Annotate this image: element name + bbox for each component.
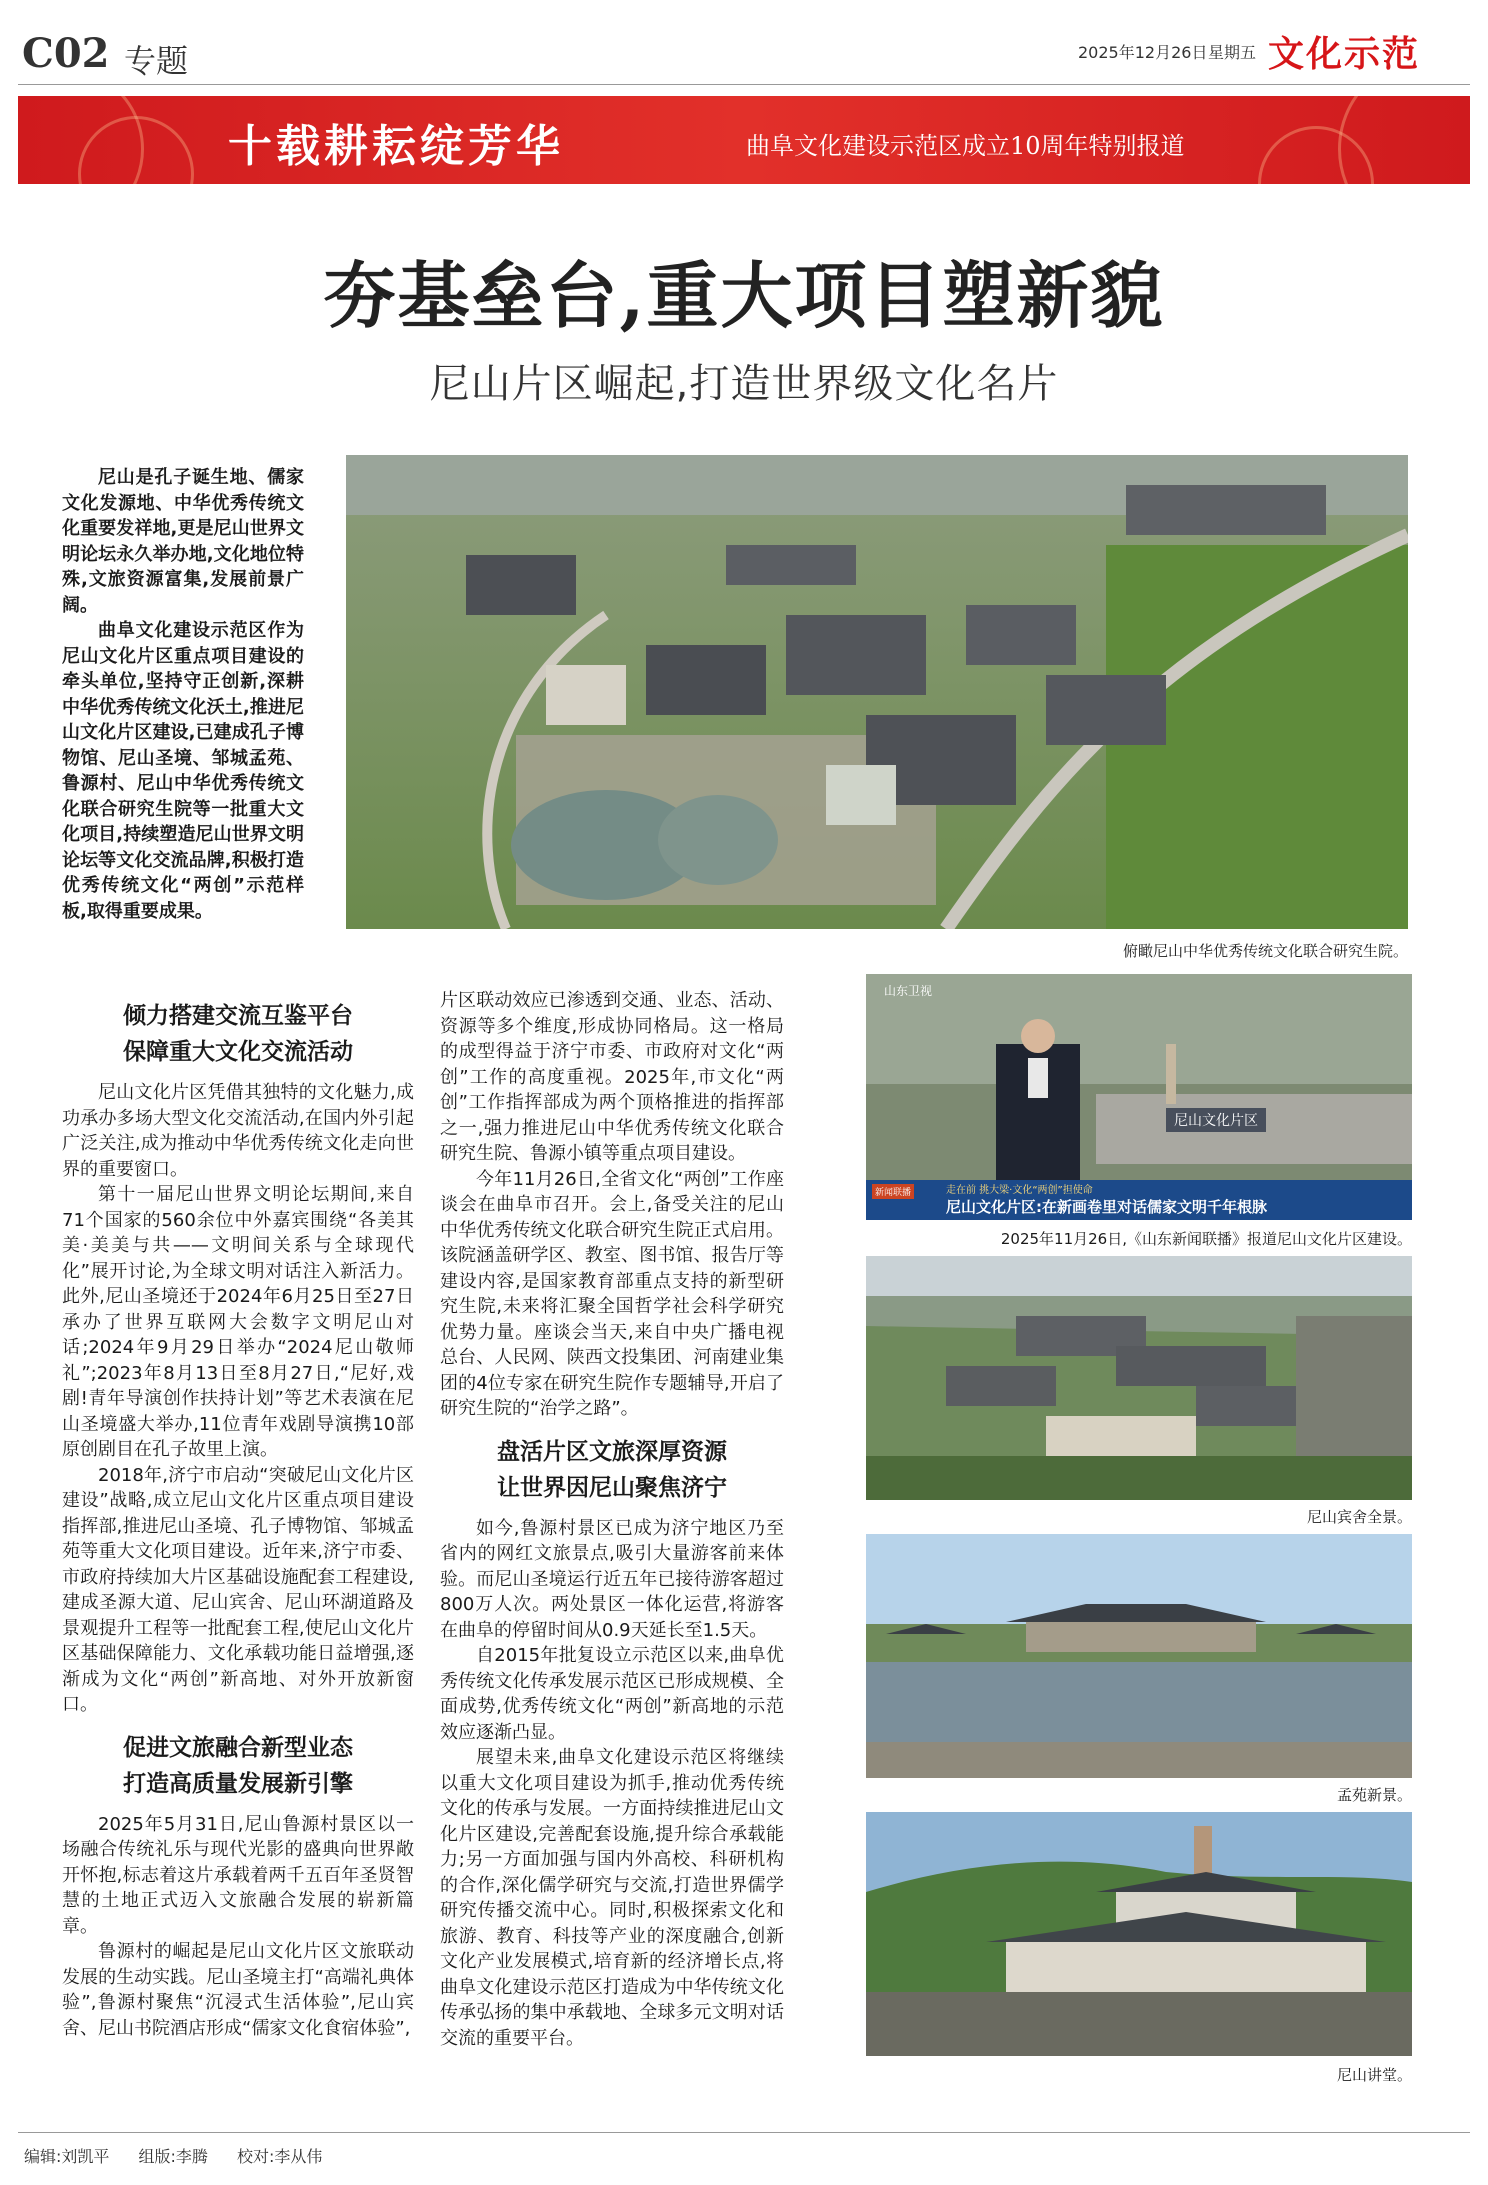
mengyuan-photo-caption: 孟苑新景。 bbox=[1336, 1786, 1412, 1804]
column-2 bbox=[440, 988, 784, 2051]
nishan-hall-photo bbox=[866, 1812, 1412, 2056]
article-title: 夯基垒台,重大项目塑新貌 bbox=[323, 253, 1165, 338]
mengyuan-photo bbox=[866, 1534, 1412, 1778]
lead-paragraph: 曲阜文化建设示范区作为尼山文化片区重点项目建设的牵头单位,坚持守正创新,深耕中华优秀传统文化沃土,推进尼山文化片区建设,已建成孔子博物馆、尼山圣境、邹城孟苑、鲁源村、尼山中华优秀传统文化联合研究生院等一批重大文化项目,持续塑造尼山世界文明论坛等文化交流品牌,积极打造优秀传统文化“两创”示范样板,取得重要成果。 bbox=[62, 620, 304, 922]
tv-news-screenshot bbox=[866, 974, 1412, 1220]
main-photo-caption: 俯瞰尼山中华优秀传统文化联合研究生院。 bbox=[1122, 942, 1408, 960]
section-heading bbox=[440, 1434, 784, 1506]
section-heading-line: 盘活片区文旅深厚资源 bbox=[497, 1437, 727, 1465]
hotel-photo-caption: 尼山宾舍全景。 bbox=[1306, 1508, 1412, 1526]
banner-title: 十载耕耘绽芳华 bbox=[228, 121, 564, 172]
body-paragraph: 2025年5月31日,尼山鲁源村景区以一场融合传统礼乐与现代光影的盛典向世界敞开怀抱,标志着这片承载着两千五百年圣贤智慧的土地正式迈入文旅融合发展的崭新篇章。 bbox=[62, 1813, 414, 1937]
footer-credits bbox=[24, 2144, 346, 2167]
hall-illustration bbox=[866, 1812, 1412, 2056]
mengyuan-illustration bbox=[866, 1534, 1412, 1778]
masthead-logo: 文化示范 bbox=[1268, 33, 1421, 75]
footer-divider bbox=[18, 2132, 1470, 2133]
issue-date: 2025年12月26日 bbox=[1078, 43, 1208, 62]
proofreader-credit: 校对:李从伟 bbox=[237, 2147, 323, 2166]
hall-photo-caption: 尼山讲堂。 bbox=[1336, 2066, 1412, 2084]
editor-credit: 编辑:刘凯平 bbox=[24, 2147, 110, 2166]
section-heading-line: 打造高质量发展新引擎 bbox=[123, 1769, 353, 1797]
body-paragraph: 鲁源村的崛起是尼山文化片区文旅联动发展的生动实践。尼山圣境主打“高端礼典体验”,鲁源村聚焦“沉浸式生活体验”,尼山宾舍、尼山书院酒店形成“儒家文化食宿体验”, bbox=[62, 1941, 414, 2039]
tv-program-logo: 新闻联播 bbox=[872, 1184, 914, 1199]
section-heading bbox=[62, 1730, 414, 1802]
body-paragraph: 2018年,济宁市启动“突破尼山文化片区建设”战略,成立尼山文化片区重点项目建设指挥部,推进尼山圣境、孔子博物馆、邹城孟苑等重大文化项目建设。近年来,济宁市委、市政府持续加大片区基础设施配套工程建设,建成圣源大道、尼山宾舍、尼山环湖道路及景观提升工程等一批配套工程,使尼山文化片区基础保障能力、文化承载功能日益增强,逐渐成为文化“两创”新高地、对外开放新窗口。 bbox=[62, 1464, 414, 1715]
special-report-banner bbox=[18, 96, 1470, 184]
section-heading-line: 让世界因尼山聚焦济宁 bbox=[497, 1473, 727, 1501]
body-paragraph: 片区联动效应已渗透到交通、业态、活动、资源等多个维度,形成协同格局。这一格局的成型得益于济宁市委、市政府对文化“两创”工作的高度重视。2025年,市文化“两创”工作指挥部成为两个顶格推进的指挥部之一,强力推进尼山中华优秀传统文化联合研究生院、鲁源小镇等重点项目建设。 bbox=[440, 990, 784, 1164]
section-heading-line: 保障重大文化交流活动 bbox=[123, 1038, 353, 1065]
aerial-campus-illustration bbox=[346, 455, 1408, 929]
tv-ticker-top: 走在前 挑大梁·文化“两创”担使命 bbox=[946, 1185, 1093, 1196]
header-divider bbox=[18, 84, 1470, 85]
lead-paragraph: 尼山是孔子诞生地、儒家文化发源地、中华优秀传统文化重要发祥地,更是尼山世界文明论坛永久举办地,文化地位特殊,文旅资源富集,发展前景广阔。 bbox=[62, 467, 304, 616]
body-paragraph: 第十一届尼山世界文明论坛期间,来自71个国家的560余位中外嘉宾围绕“各美其美·美美与共——文明间关系与全球现代化”展开讨论,为全球文明对话注入新活力。此外,尼山圣境还于2024年6月25日至27日承办了世界互联网大会数字文明尼山对话;2024年9月29日举办“2024尼山敬师礼”;2023年8月13日至8月27日,“尼好,戏剧!青年导演创作扶持计划”等艺术表演在尼山圣境盛大举办,11位青年戏剧导演携10部原创剧目在孔子故里上演。 bbox=[62, 1184, 414, 1460]
column-1 bbox=[62, 998, 414, 2041]
body-paragraph: 尼山文化片区凭借其独特的文化魅力,成功承办多场大型文化交流活动,在国内外引起广泛关注,成为推动中华优秀传统文化走向世界的重要窗口。 bbox=[62, 1082, 414, 1180]
body-paragraph: 展望未来,曲阜文化建设示范区将继续以重大文化项目建设为抓手,推动优秀传统文化的传承与发展。一方面持续推进尼山文化片区建设,完善配套设施,提升综合承载能力;另一方面加强与国内外高校、科研机构的合作,深化儒学研究与交流,打造世界儒学研究传播交流中心。同时,积极探索文化和旅游、教育、科技等产业的深度融合,创新文化产业发展模式,培育新的经济增长点,将曲阜文化建设示范区打造成为中华传统文化传承弘扬的集中承载地、全球多元文明对话交流的重要平台。 bbox=[440, 1747, 784, 2049]
section-heading-line: 倾力搭建交流互鉴平台 bbox=[123, 1002, 353, 1029]
aerial-campus-photo bbox=[346, 455, 1408, 929]
body-paragraph: 今年11月26日,全省文化“两创”工作座谈会在曲阜市召开。会上,备受关注的尼山中华优秀传统文化联合研究生院正式启用。该院涵盖研学区、教室、图书馆、报告厅等建设内容,是国家教育部重点支持的新型研究生院,未来将汇聚全国哲学社会科学研究优势力量。座谈会当天,来自中央广播电视总台、人民网、陕西文投集团、河南建业集团的4位专家在研究生院作专题辅导,开启了研究生院的“治学之路”。 bbox=[440, 1168, 784, 1419]
tv-channel-logo: 山东卫视 bbox=[884, 984, 933, 998]
body-paragraph: 自2015年批复设立示范区以来,曲阜优秀传统文化传承发展示范区已形成规模、全面成势,优秀传统文化“两创”新高地的示范效应逐渐凸显。 bbox=[440, 1645, 784, 1743]
banner-subtitle: 曲阜文化建设示范区成立10周年特别报道 bbox=[746, 132, 1185, 160]
page-number: C02 bbox=[22, 30, 110, 77]
article-subtitle: 尼山片区崛起,打造世界级文化名片 bbox=[429, 361, 1059, 407]
tv-ticker-headline: 尼山文化片区:在新画卷里对话儒家文明千年根脉 bbox=[946, 1198, 1268, 1216]
section-name: 专题 bbox=[124, 42, 189, 80]
designer-credit: 组版:李腾 bbox=[138, 2147, 208, 2166]
tv-place-label: 尼山文化片区 bbox=[1166, 1108, 1266, 1132]
nishan-hotel-photo bbox=[866, 1256, 1412, 1500]
tv-photo-caption: 2025年11月26日,《山东新闻联播》报道尼山文化片区建设。 bbox=[1000, 1230, 1412, 1248]
section-heading bbox=[62, 998, 414, 1070]
lead-text bbox=[62, 465, 304, 924]
hotel-illustration bbox=[866, 1256, 1412, 1500]
section-heading-line: 促进文旅融合新型业态 bbox=[123, 1733, 353, 1761]
issue-weekday: 星期五 bbox=[1208, 43, 1257, 62]
body-paragraph: 如今,鲁源村景区已成为济宁地区乃至省内的网红文旅景点,吸引大量游客前来体验。而尼山圣境运行近五年已接待游客超过800万人次。两处景区一体化运营,将游客在曲阜的停留时间从0.9天延长至1.5天。 bbox=[440, 1517, 784, 1641]
